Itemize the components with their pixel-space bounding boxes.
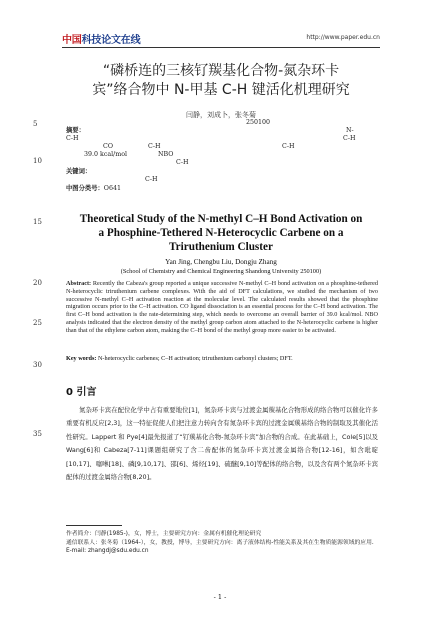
abstract-cn-term: C-H bbox=[66, 135, 79, 142]
line-number: 30 bbox=[33, 361, 42, 369]
header-url[interactable]: http://www.paper.edu.cn bbox=[306, 34, 380, 41]
line-number: 35 bbox=[33, 430, 42, 438]
title-en-line2: a Phosphine-Tethered N-Heterocyclic Carbene on a bbox=[98, 227, 344, 239]
abstract-cn-term: N- bbox=[346, 127, 354, 134]
abstract-cn-label: 摘要： bbox=[66, 127, 85, 134]
footnote-contact: 通信联系人：张冬菊（1964-），女，教授，博导，主要研究方向：离子液体结构-性能关系及其在生物质能源领域的应用. E-mail: zhangdj@sdu.edu.cn bbox=[66, 540, 374, 554]
abstract-cn-term: C-H bbox=[176, 159, 189, 166]
keywords-cn-value: C-H bbox=[145, 176, 158, 183]
line-number: 25 bbox=[33, 319, 42, 327]
footnote-divider bbox=[66, 525, 122, 526]
page-header bbox=[62, 28, 380, 48]
journal-logo: 中国科技论文在线 bbox=[62, 35, 141, 46]
keywords-en: Key words: N-heterocyclic carbenes; C–H activation; triruthenium carbonyl clusters; DFT. bbox=[66, 355, 293, 362]
affiliation-en: (School of Chemistry and Chemical Engineering Shandong University 250100) bbox=[120, 268, 322, 275]
title-cn-line2: 宾”络合物中 N-甲基 C-H 键活化机理研究 bbox=[92, 82, 350, 98]
title-en-line3: Triruthenium Cluster bbox=[169, 241, 273, 253]
abstract-cn-term: C-H bbox=[343, 135, 356, 142]
abstract-cn-term: 39.0 kcal/mol bbox=[84, 151, 128, 158]
title-en-line1: Theoretical Study of the N-methyl C–H Bond Activation on bbox=[79, 213, 363, 225]
page-number: - 1 - bbox=[213, 593, 227, 601]
authors-cn: 闫静，刘成卜，张冬菊 bbox=[186, 111, 256, 119]
abstract-cn-term: NBO bbox=[158, 151, 174, 158]
footnote-author: 作者简介：闫静(1985-)，女，博士，主要研究方向：金属有机催化理论研究 bbox=[66, 531, 262, 537]
abstract-cn-term: C-H bbox=[282, 143, 295, 150]
classification-cn: 中图分类号：O641 bbox=[66, 185, 121, 192]
title-cn-line1: “磷桥连的三核钌羰基化合物-氮杂环卡 bbox=[102, 63, 340, 79]
authors-en: Yan Jing, Chengbu Liu, Dongju Zhang bbox=[165, 258, 277, 266]
abstract-cn-term: CO bbox=[103, 143, 113, 150]
intro-paragraph: 氮杂环卡宾在配位化学中占有重要地位[1]，氮杂环卡宾与过渡金属羰基化合物形成的络合物可以催化许多重要有机反应[2,3]，这一特征促使人们把注意力转向含有氮杂环卡宾的过渡金属羰基络合物的制取及其催化活性研究。Lappert 和 Pye[4]最先报道了“钌羰基化合物-氮杂环卡宾”加合物的合成。在此基础上，Cole[5]以及 Wang[6]和 Cabeza[7-11]课题组研究了含二齿配体的氮杂环卡宾过渡金属络合物[12-16]，如含吡啶[10,17]、噻啉[18]、磷[9,10,17]、邵[6]、烯烃[19]、硫醚[9,10]等配体的络合物，以及含有两个氮杂环卡宾配体的过渡金属络合物[8,20]。 bbox=[66, 406, 378, 482]
line-number: 5 bbox=[33, 120, 38, 128]
section-heading-intro: 0 引言 bbox=[66, 387, 97, 398]
keywords-cn-label: 关键词： bbox=[66, 168, 92, 175]
affiliation-postcode: 250100 bbox=[246, 119, 271, 126]
abstract-cn-term: C-H bbox=[148, 143, 161, 150]
abstract-en: Abstract: Recently the Cabeza's group reported a unique successive N-methyl C–H bond activation on a phosphine-tethered N-heterocyclic triruthenium carbene complexes. With the aid of DFT calculations, we studied the mechanism of two successive N-methyl C–H activation reaction at the molecular level. The calculated results showed that the phosphine migration occurs prior to the C–H activation. CO ligand dissociation is an essential process for the C–H bond activation. The first C–H bond activation is the rate-determining step, which needs to overcome an overall barrier of 39.0 kcal/mol. NBO analysis indicated that the electron density of the methyl group carbon atom attached to the N-heterocyclic carbene is higher than that of the ethylene carbon atom, making the C–H bond of the methyl group more easier to be activated. bbox=[66, 280, 378, 334]
line-number: 10 bbox=[33, 157, 42, 165]
line-number: 20 bbox=[33, 279, 42, 287]
line-number: 15 bbox=[33, 218, 42, 226]
